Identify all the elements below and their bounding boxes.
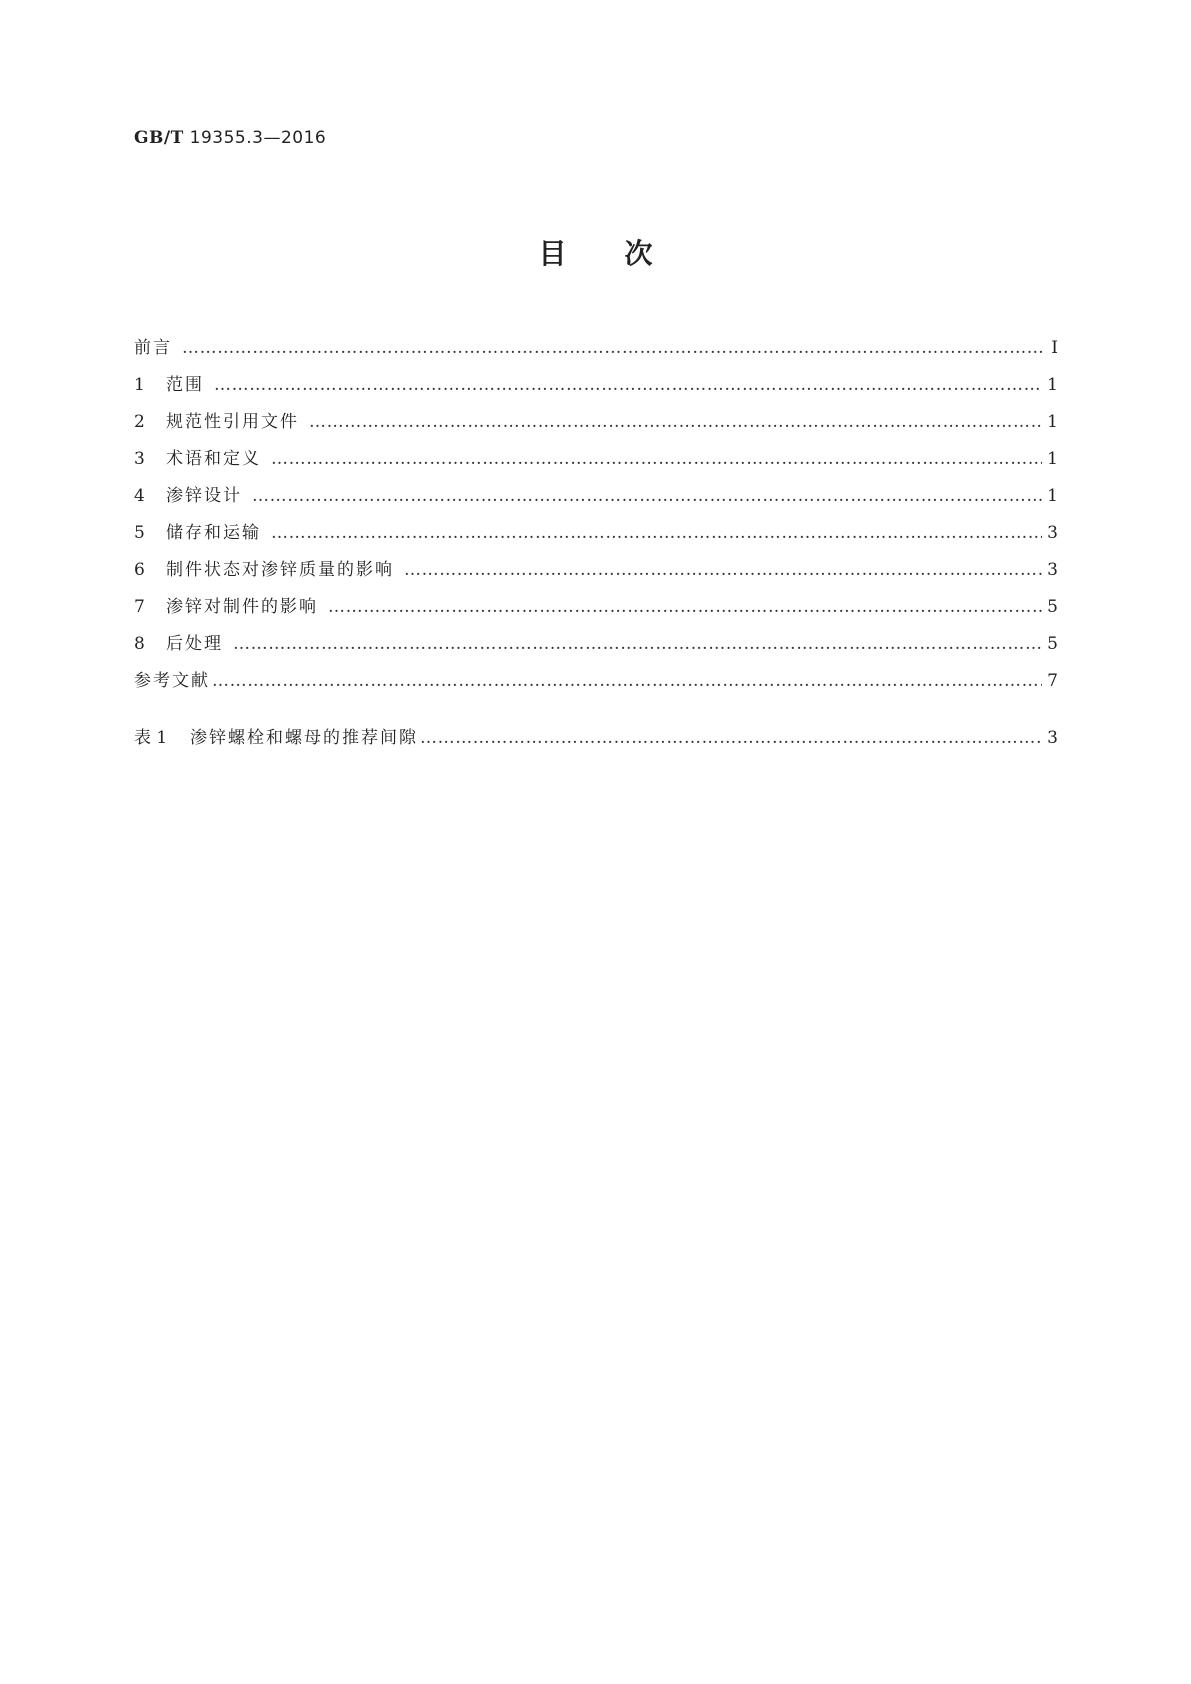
toc-entry-label: 规范性引用文件 — [166, 412, 299, 432]
toc-table-entry-1[interactable] — [134, 720, 1058, 757]
toc-dot-leader — [271, 441, 1042, 478]
toc-entry-page: 1 — [1047, 486, 1058, 506]
document-code — [134, 128, 326, 148]
toc-table-number: 表 1 — [134, 728, 168, 748]
toc-entry-page: 1 — [1047, 449, 1058, 469]
toc-entry-label: 后处理 — [166, 634, 223, 654]
toc-dot-leader — [252, 478, 1042, 515]
toc-entry-label: 前言 — [134, 338, 172, 358]
toc-entry-1[interactable] — [134, 367, 1058, 404]
toc-entry-number: 8 — [134, 634, 145, 654]
toc-entry-page: 3 — [1047, 523, 1058, 543]
toc-entry-foreword[interactable] — [134, 330, 1058, 367]
document-code-number: 19355.3—2016 — [189, 128, 327, 148]
toc-entry-8[interactable] — [134, 626, 1058, 663]
toc-dot-leader — [420, 720, 1042, 757]
toc-entry-number: 7 — [134, 597, 145, 617]
toc-entry-number: 2 — [134, 412, 145, 432]
toc-dot-leader — [404, 552, 1042, 589]
toc-entry-2[interactable] — [134, 404, 1058, 441]
toc-entry-6[interactable] — [134, 552, 1058, 589]
toc-entry-label: 渗锌对制件的影响 — [166, 597, 318, 617]
toc-dot-leader — [328, 589, 1042, 626]
toc-entry-number: 3 — [134, 449, 145, 469]
toc-entry-5[interactable] — [134, 515, 1058, 552]
toc-entry-page: 1 — [1047, 375, 1058, 395]
toc-dot-leader — [233, 626, 1042, 663]
toc-entry-page: 5 — [1047, 634, 1058, 654]
toc-entry-page: 5 — [1047, 597, 1058, 617]
document-code-prefix: GB/T — [134, 128, 184, 148]
toc-table-page: 3 — [1047, 728, 1058, 748]
toc-entry-label: 制件状态对渗锌质量的影响 — [166, 560, 394, 580]
toc-dot-leader — [182, 330, 1042, 367]
toc-entry-number: 4 — [134, 486, 145, 506]
toc-entry-7[interactable] — [134, 589, 1058, 626]
toc-dot-leader — [214, 367, 1042, 404]
toc-entry-page: Ⅰ — [1051, 338, 1058, 358]
toc-entry-3[interactable] — [134, 441, 1058, 478]
toc-entry-label: 术语和定义 — [166, 449, 261, 469]
toc-entry-label: 范围 — [166, 375, 204, 395]
toc-entry-label: 储存和运输 — [166, 523, 261, 543]
toc-entry-bibliography[interactable] — [134, 663, 1058, 700]
toc-entry-number: 6 — [134, 560, 145, 580]
table-of-contents — [134, 330, 1058, 757]
toc-entry-4[interactable] — [134, 478, 1058, 515]
toc-table-label: 渗锌螺栓和螺母的推荐间隙 — [190, 728, 418, 748]
toc-entry-page: 7 — [1047, 671, 1058, 691]
toc-dot-leader — [271, 515, 1042, 552]
toc-entry-page: 1 — [1047, 412, 1058, 432]
toc-entry-label: 渗锌设计 — [166, 486, 242, 506]
toc-dot-leader — [309, 404, 1042, 441]
page-title: 目次 — [538, 237, 711, 270]
toc-entry-number: 1 — [134, 375, 145, 395]
toc-entry-label: 参考文献 — [134, 671, 210, 691]
toc-entry-page: 3 — [1047, 560, 1058, 580]
toc-entry-number: 5 — [134, 523, 145, 543]
toc-dot-leader — [212, 663, 1042, 700]
